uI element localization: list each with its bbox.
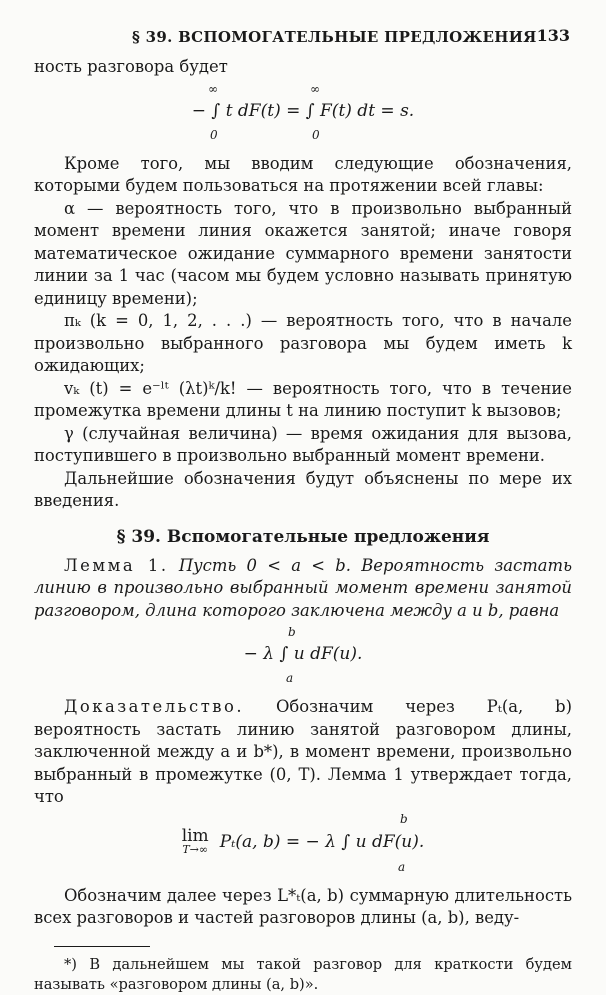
formula1-body: − ∫ t dF(t) = ∫ F(t) dt = s. [191, 100, 415, 121]
notation-gamma: γ (случайная величина) — время ожидания для вызова, поступившего в произвольно выбранный момент времени. [34, 423, 572, 465]
limit-formula-line [34, 825, 572, 857]
formula1-upper-limit-1: ∞ [208, 81, 218, 96]
notation-lead: Кроме того, мы вводим следующие обозначения, которыми будем пользоваться на протяжении всей главы: [34, 153, 572, 195]
section-title: § 39. Вспомогательные предложения [116, 526, 490, 547]
lemma-formula-upper-limit: b [288, 625, 296, 639]
lemma-statement: Пусть 0 < a < b. Вероятность застать линию в произвольно выбранный момент времени занятой разговором, длина которого заключена между a и b, равна [34, 555, 573, 620]
proof-continuation: Обозначим далее через L*ₜ(a, b) суммарную длительность всех разговоров и частей разговоров длины (a, b), веду- [34, 885, 572, 927]
notation-v: vₖ (t) = e⁻ˡᵗ (λt)ᵏ/k! — вероятность того, что в течение промежутка времени длины t на линию поступит k вызовов; [34, 378, 572, 420]
lim-word: lim [181, 825, 209, 846]
formula1-upper-limit-2: ∞ [310, 81, 320, 96]
notation-alpha: α — вероятность того, что в произвольно выбранный момент времени линия окажется занятой; иначе говоря математическое ожидание суммарного времени занятости линии за 1 час (часом мы будем условно называть принятую единицу времени); [34, 198, 572, 308]
running-head [34, 22, 572, 50]
notation-pi: πₖ (k = 0, 1, 2, . . .) — вероятность того, что в начале произвольно выбранного разговора мы будем иметь k ожидающих; [34, 311, 572, 375]
lemma-formula-body: − λ ∫ u dF(u). [243, 644, 363, 664]
formula-expected-length [34, 83, 572, 145]
footnote-divider [54, 946, 150, 947]
limit-formula-body: Pₜ(a, b) = − λ ∫ u dF(u). [219, 832, 425, 852]
lemma-paragraph [34, 555, 572, 623]
formula-lemma [34, 626, 572, 688]
limit-formula-lower-limit: a [398, 859, 406, 874]
limit-formula-upper-limit: b [400, 811, 408, 826]
lemma-label: Лемма 1. [64, 555, 169, 575]
notation-further: Дальнейшие обозначения будут объяснены по мере их введения. [34, 468, 572, 510]
lim-operator [181, 825, 209, 857]
proof-text: Обозначим через Pₜ(a, b) вероятность застать линию занятой разговором длины, заключенной между a и b*), в момент времени, произвольно выбранный в промежутке (0, T). Лемма 1 утверждает тогда, что [34, 697, 572, 806]
footnote: *) В дальнейшем мы такой разговор для краткости будем называть «разговором длины (a, b)». [34, 955, 572, 993]
formula-limit [34, 813, 572, 877]
running-title: § 39. ВСПОМОГАТЕЛЬНЫЕ ПРЕДЛОЖЕНИЯ [132, 28, 537, 46]
book-page [34, 22, 573, 993]
proof-paragraph [34, 696, 572, 809]
lemma-formula-lower-limit: a [286, 671, 294, 685]
formula1-lower-limit-1: 0 [210, 127, 218, 142]
lim-subscript: T→∞ [182, 842, 209, 856]
proof-label: Доказательство. [64, 697, 245, 716]
intro-line: ность разговора будет [34, 57, 228, 76]
page-number: 133 [536, 26, 570, 45]
formula1-lower-limit-2: 0 [312, 127, 320, 142]
